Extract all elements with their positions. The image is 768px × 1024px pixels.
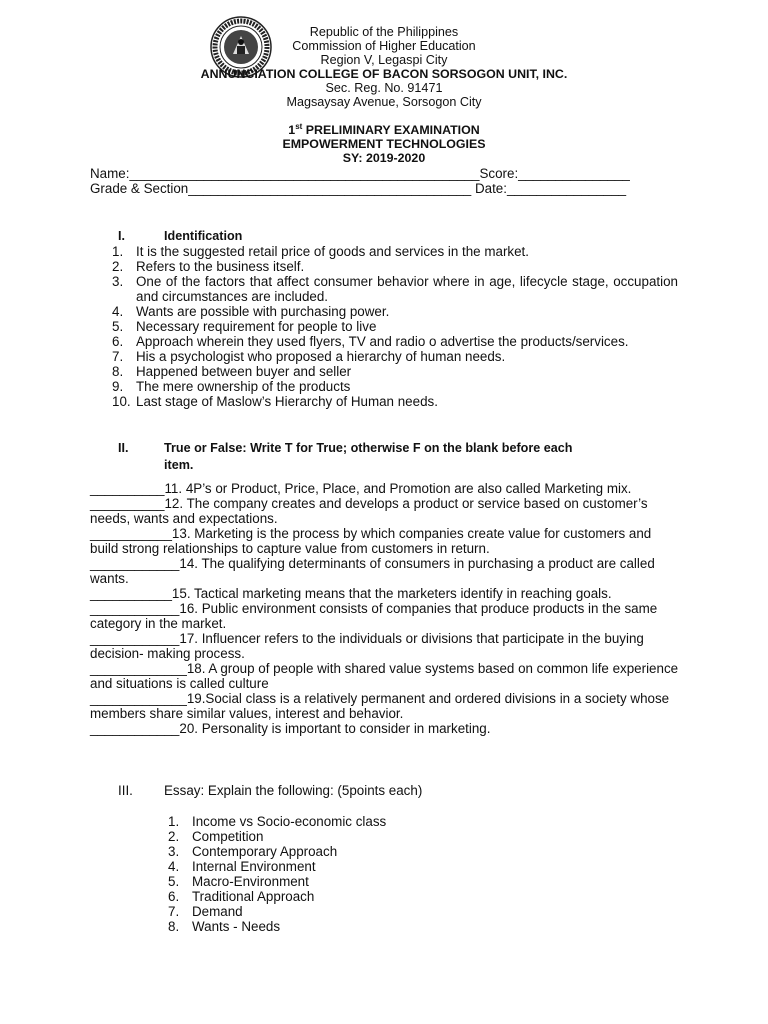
grade-date-line[interactable]: Grade & Section______________________________________ Date:________________ [90, 181, 627, 196]
item-number: 4. [112, 304, 124, 319]
section3-title: Essay: Explain the following: (5points each) [164, 783, 423, 798]
list-item: ____________16. Public environment consists of companies that produce products in the same category in the market. [90, 601, 658, 631]
list-item [112, 349, 678, 364]
section2-title-line1: True or False: Write T for True; otherwise F on the blank before each [164, 441, 573, 455]
list-item [112, 379, 678, 394]
item-number: 2. [112, 259, 124, 274]
item-number: 3. [112, 274, 124, 289]
school-address: Magsaysay Avenue, Sorsogon City [286, 95, 482, 109]
section3-number: III. [118, 783, 133, 798]
list-item [112, 334, 678, 349]
list-item [112, 274, 678, 304]
exam-ordinal-suffix: st [295, 122, 303, 131]
item-number: 6. [112, 334, 124, 349]
list-item: ____________17. Influencer refers to the individuals or divisions that participate in the buying decision- making process. [90, 631, 644, 661]
item-number: 8. [168, 919, 180, 934]
item-text: Approach wherein they used flyers, TV and radio o advertise the products/services. [136, 334, 629, 349]
country-line: Republic of the Philippines [309, 25, 459, 39]
item-number: 7. [168, 904, 180, 919]
school-year: SY: 2019-2020 [342, 151, 426, 165]
essay-list [168, 814, 386, 934]
list-item [168, 844, 386, 859]
list-item [112, 304, 678, 319]
list-item: __________11. 4P’s or Product, Price, Place, and Promotion are also called Marketing mix. [90, 481, 632, 496]
item-text: Happened between buyer and seller [136, 364, 352, 379]
item-number: 3. [168, 844, 180, 859]
school-name: ANNUNCIATION COLLEGE OF BACON SORSOGON UNIT, INC. [200, 67, 568, 81]
item-number: 4. [168, 859, 180, 874]
item-text: Contemporary Approach [192, 844, 338, 859]
item-text: Traditional Approach [192, 889, 315, 904]
exam-subject: EMPOWERMENT TECHNOLOGIES [282, 137, 486, 151]
item-number: 8. [112, 364, 124, 379]
item-number: 2. [168, 829, 180, 844]
item-text: Internal Environment [192, 859, 316, 874]
registration-number: Sec. Reg. No. 91471 [325, 81, 443, 95]
item-text: Macro-Environment [192, 874, 309, 889]
list-item: ___________13. Marketing is the process by which companies create value for customers and build strong relationships to capture value from customers in return. [90, 526, 652, 556]
name-score-line[interactable]: Name:_______________________________________________Score:_______________ [90, 166, 630, 181]
exam-title-block [0, 123, 768, 165]
list-item [112, 244, 678, 259]
item-number: 5. [112, 319, 124, 334]
list-item: ____________20. Personality is important to consider in marketing. [90, 721, 491, 736]
list-item [168, 904, 386, 919]
item-text: One of the factors that affect consumer behavior where in age, lifecycle stage, occupation and circumstances are included. [136, 274, 678, 304]
commission-line: Commission of Higher Education [292, 39, 476, 53]
list-item [112, 259, 678, 274]
item-text: Last stage of Maslow’s Hierarchy of Human needs. [136, 394, 438, 409]
item-number: 5. [168, 874, 180, 889]
list-item: _____________19.Social class is a relatively permanent and ordered divisions in a society whose members share similar values, interest and behavior. [90, 691, 670, 721]
list-item: ____________14. The qualifying determinants of consumers in purchasing a product are called wants. [90, 556, 655, 586]
section2-title [164, 441, 684, 473]
item-number: 9. [112, 379, 124, 394]
true-false-list [90, 481, 680, 736]
item-text: The mere ownership of the products [136, 379, 351, 394]
exam-title-text: PRELIMINARY EXAMINATION [305, 123, 480, 137]
section2-title-line2: item. [164, 458, 194, 472]
section2-number: II. [118, 441, 129, 455]
item-number: 1. [112, 244, 124, 259]
section1-number: I. [118, 229, 125, 243]
item-text: It is the suggested retail price of goods and services in the market. [136, 244, 529, 259]
list-item [168, 859, 386, 874]
item-text: Demand [192, 904, 243, 919]
list-item [168, 874, 386, 889]
letterhead [0, 25, 768, 109]
item-number: 10. [112, 394, 131, 409]
list-item: __________12. The company creates and develops a product or service based on customer’s needs, wants and expectations. [90, 496, 648, 526]
item-text: Wants - Needs [192, 919, 281, 934]
item-text: Necessary requirement for people to live [136, 319, 377, 334]
list-item [168, 814, 386, 829]
list-item [168, 829, 386, 844]
list-item: _____________18. A group of people with shared value systems based on common life experience and situations is called culture [90, 661, 679, 691]
list-item: ___________15. Tactical marketing means that the marketers identify in reaching goals. [90, 586, 612, 601]
item-text: Wants are possible with purchasing power. [136, 304, 390, 319]
item-text: His a psychologist who proposed a hierarchy of human needs. [136, 349, 506, 364]
item-number: 7. [112, 349, 124, 364]
item-number: 6. [168, 889, 180, 904]
list-item [112, 364, 678, 379]
region-line: Region V, Legaspi City [320, 53, 448, 67]
list-item [112, 394, 678, 409]
section1-title: Identification [164, 229, 243, 243]
item-text: Refers to the business itself. [136, 259, 305, 274]
exam-title [0, 123, 768, 137]
item-text: Competition [192, 829, 264, 844]
list-item [168, 919, 386, 934]
identification-list [112, 244, 678, 409]
list-item [168, 889, 386, 904]
item-text: Income vs Socio-economic class [192, 814, 387, 829]
item-number: 1. [168, 814, 180, 829]
list-item [112, 319, 678, 334]
exam-ordinal-number: 1 [288, 123, 296, 137]
